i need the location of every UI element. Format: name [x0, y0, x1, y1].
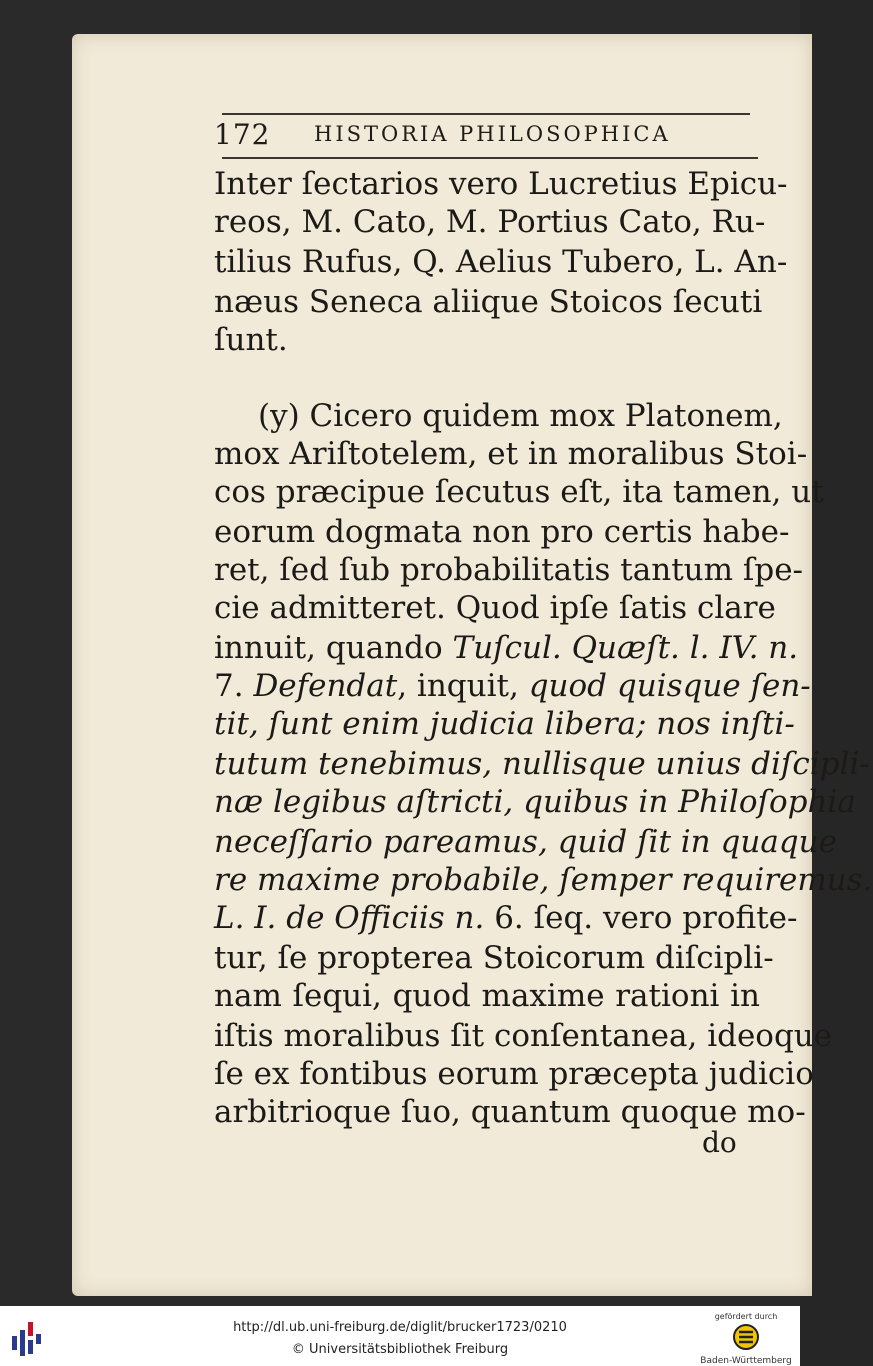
text-line: [214, 552, 804, 588]
baden-wuerttemberg-crest-icon: [732, 1323, 760, 1351]
text-line: [214, 1018, 833, 1054]
sponsor-name: Baden-Württemberg: [700, 1356, 792, 1366]
italic-span: quod quisque ſen-: [528, 668, 811, 704]
italic-span: næ legibus aſtricti, quibus in Philoſophia: [214, 784, 856, 820]
footer-bar: [0, 1306, 800, 1366]
sponsor-badge: [696, 1312, 796, 1366]
text-line: [214, 746, 870, 782]
text-span: 6. ſeq. vero profite-: [484, 900, 798, 936]
page-header: [214, 118, 774, 158]
text-line: [214, 284, 763, 320]
text-line: [214, 784, 856, 820]
text-line: [214, 940, 774, 976]
text-line: [258, 398, 783, 434]
italic-span: tutum tenebimus, nullisque unius diſcipli-: [214, 746, 870, 782]
text-span: (y) Cicero quidem mox Platonem,: [258, 398, 783, 434]
text-line: [214, 1094, 806, 1130]
text-span: ret, ſed ſub probabilitatis tantum ſpe-: [214, 552, 804, 588]
text-span: arbitrioque ſuo, quantum quoque mo-: [214, 1094, 806, 1130]
text-span: eorum dogmata non pro certis habe-: [214, 514, 790, 550]
text-line: [214, 590, 776, 626]
text-span: mox Ariſtotelem, et in moralibus Stoi-: [214, 436, 808, 472]
text-span: tilius Rufus, Q. Aelius Tubero, L. An-: [214, 244, 788, 280]
italic-span: L. I. de Officiis n.: [214, 900, 485, 936]
text-span: tur, ſe propterea Stoicorum diſcipli-: [214, 940, 774, 976]
text-span: reos, M. Cato, M. Portius Cato, Ru-: [214, 204, 766, 240]
text-line: [214, 204, 766, 240]
italic-span: Tuſcul. Quæſt. l. IV. n.: [452, 630, 799, 666]
text-line: [214, 514, 790, 550]
text-line: [214, 668, 811, 704]
text-line: [214, 824, 837, 860]
text-span: Inter ſectarios vero Lucretius Epicu-: [214, 166, 788, 202]
permalink[interactable]: http://dl.ub.uni-freiburg.de/diglit/brucker1723/0210: [233, 1320, 567, 1335]
header-rule-top: [222, 113, 750, 115]
sponsor-label: gefördert durch: [714, 1312, 778, 1321]
header-rule-bottom: [222, 157, 758, 159]
italic-span: Defendat: [253, 668, 398, 704]
text-span: ſe ex fontibus eorum præcepta judicio: [214, 1056, 814, 1092]
text-line: [214, 322, 760, 358]
text-line: [214, 706, 795, 742]
italic-span: re maxime probabile, ſemper requiremus.: [214, 862, 873, 898]
text-span: 7.: [214, 668, 254, 704]
text-line: [214, 630, 799, 666]
text-span: næus Seneca aliique Stoicos ſecuti: [214, 284, 763, 320]
text-line: [214, 978, 760, 1014]
text-span: innuit, quando: [214, 630, 453, 666]
text-span: , inquit,: [397, 668, 529, 704]
text-line: [214, 244, 788, 280]
page-number: 172: [214, 118, 271, 151]
text-line: [214, 1056, 814, 1092]
italic-span: tit, ſunt enim judicia libera; nos inſti-: [214, 706, 795, 742]
text-span: ſunt.: [214, 322, 288, 358]
text-span: nam ſequi, quod maxime rationi in: [214, 978, 760, 1014]
text-line: [214, 166, 788, 202]
copyright-text: © Universitätsbibliothek Freiburg: [291, 1342, 509, 1357]
text-line: [214, 474, 824, 510]
catchword: do: [702, 1126, 737, 1159]
running-head: HISTORIA PHILOSOPHICA: [314, 122, 671, 146]
text-span: iſtis moralibus ſit conſentanea, ideoque: [214, 1018, 833, 1054]
text-line: [214, 436, 808, 472]
italic-span: neceſſario pareamus, quid ſit in quaque: [214, 824, 837, 860]
text-span: cos præcipue ſecutus eſt, ita tamen, ut: [214, 474, 824, 510]
text-line: [214, 900, 798, 936]
text-span: cie admitteret. Quod ipſe ſatis clare: [214, 590, 776, 626]
text-line: [214, 862, 873, 898]
